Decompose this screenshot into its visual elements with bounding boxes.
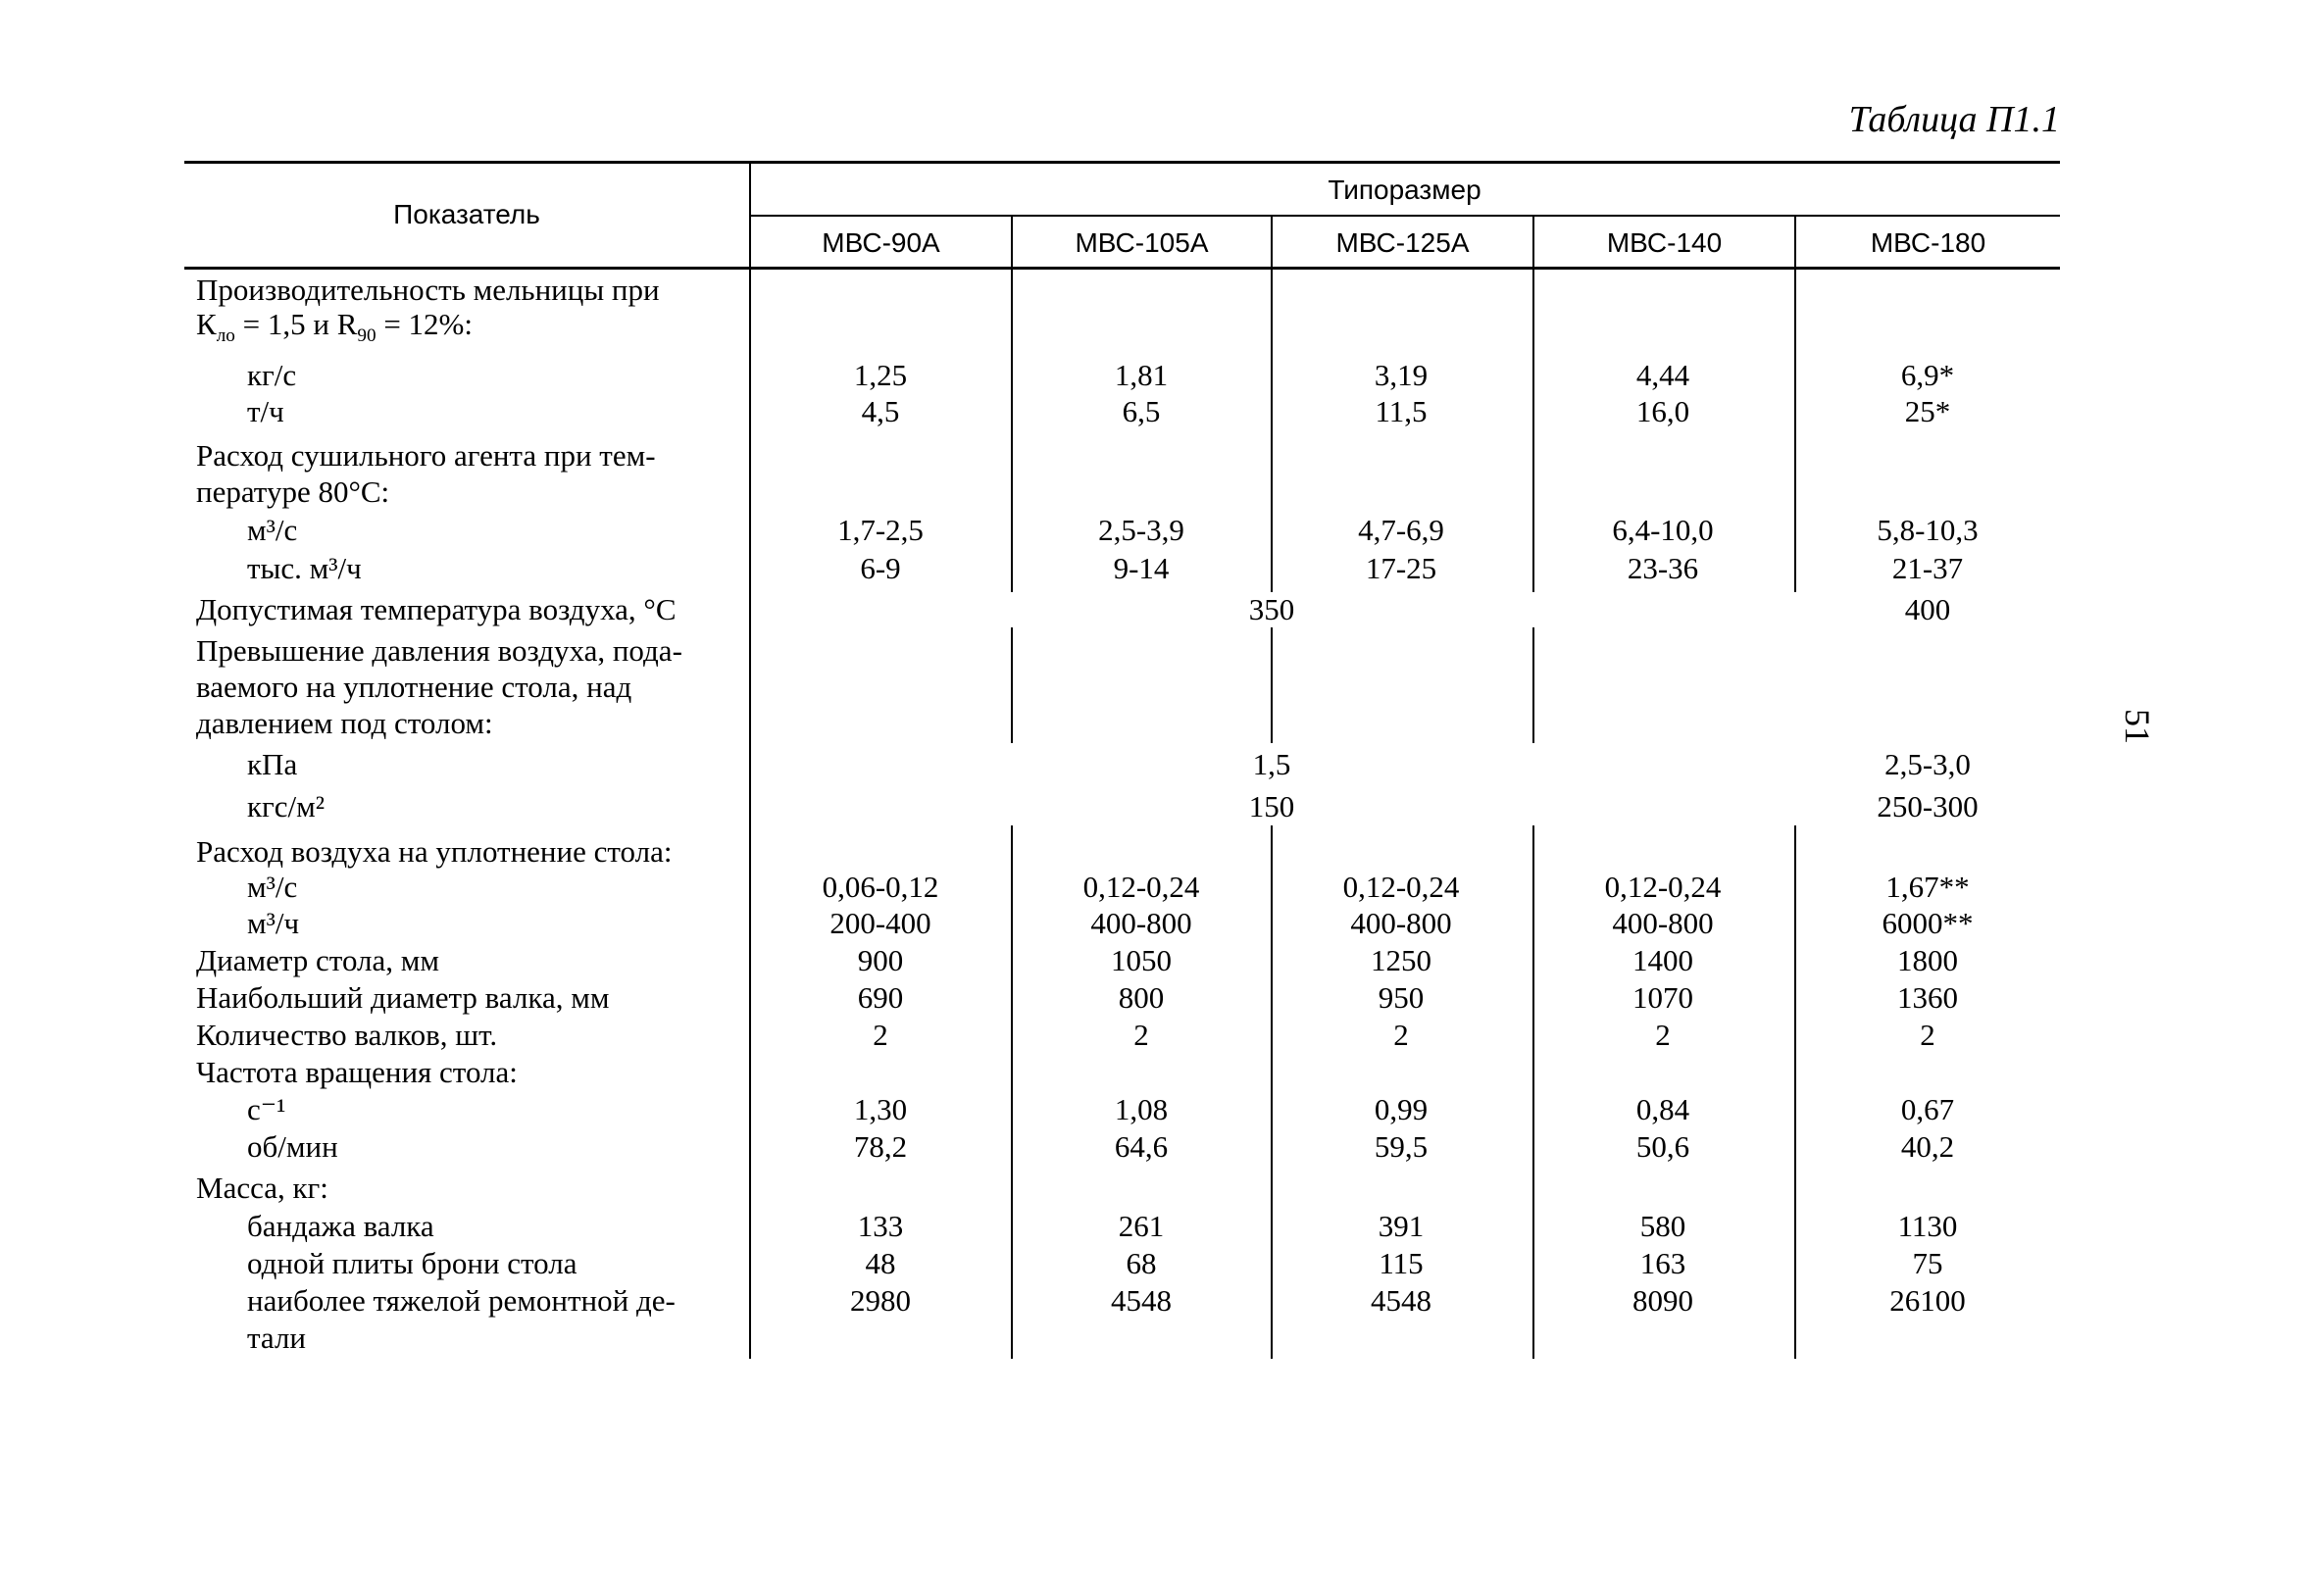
header-model-2: МВС-105А	[1075, 227, 1209, 258]
cell-m3s-1: 1,7-2,5	[837, 513, 924, 547]
row-label-pressure-2: ваемого на уплотнение стола, над	[196, 670, 632, 704]
cell-t-h-1: 4,5	[861, 394, 900, 428]
cell-temperature-180: 400	[1904, 592, 1951, 626]
row-label-freq-s: с⁻¹	[247, 1092, 286, 1126]
col-divider-3	[1532, 215, 1534, 592]
row-label-pressure-3: давлением под столом:	[196, 706, 493, 740]
cell-table-diameter-3: 1250	[1371, 943, 1431, 977]
cell-freq-s-2: 1,08	[1114, 1092, 1169, 1126]
cell-roll-diameter-2: 800	[1118, 980, 1165, 1015]
cell-freq-s-4: 0,84	[1635, 1092, 1690, 1126]
cell-rolls-count-4: 2	[1655, 1018, 1671, 1052]
col-divider-2c	[1271, 825, 1273, 1359]
row-label-rolls-count: Количество валков, шт.	[196, 1018, 498, 1052]
row-label-mass: Масса, кг:	[196, 1171, 328, 1205]
cell-kgs-m2-common: 150	[1248, 789, 1295, 823]
cell-air-m3s-2: 0,12-0,24	[1082, 870, 1200, 904]
cell-bandage-5: 1130	[1897, 1209, 1958, 1243]
col-divider-3c	[1532, 825, 1534, 1359]
cell-bandage-3: 391	[1378, 1209, 1425, 1243]
cell-roll-diameter-3: 950	[1378, 980, 1425, 1015]
cell-roll-diameter-1: 690	[857, 980, 904, 1015]
row-label-heaviest-part-2: тали	[247, 1321, 307, 1355]
row-label-kg-s: кг/с	[247, 358, 297, 392]
row-label-air-m3h: м³/ч	[247, 906, 300, 940]
cell-m3s-3: 4,7-6,9	[1358, 513, 1444, 547]
col-divider-2	[1271, 215, 1273, 592]
row-label-drying: Расход сушильного агента при тем-	[196, 438, 656, 473]
cell-freq-s-3: 0,99	[1374, 1092, 1429, 1126]
cell-kg-s-4: 4,44	[1635, 358, 1690, 392]
cell-air-m3h-1: 200-400	[829, 906, 931, 940]
cell-kg-s-3: 3,19	[1374, 358, 1429, 392]
cell-air-m3s-5: 1,67**	[1885, 870, 1970, 904]
row-label-roll-diameter: Наибольший диаметр валка, мм	[196, 980, 610, 1015]
cell-freq-rpm-1: 78,2	[853, 1129, 908, 1164]
cell-heaviest-5: 26100	[1889, 1283, 1966, 1318]
cell-plate-5: 75	[1912, 1246, 1943, 1280]
header-param: Показатель	[393, 199, 540, 229]
col-divider-4b	[1794, 825, 1796, 1359]
cell-table-diameter-2: 1050	[1111, 943, 1172, 977]
row-label-table-diameter: Диаметр стола, мм	[196, 943, 439, 977]
col-divider-1	[1011, 215, 1013, 592]
cell-freq-rpm-2: 64,6	[1114, 1129, 1169, 1164]
cell-t-h-2: 6,5	[1122, 394, 1161, 428]
cell-kgs-m2-180: 250-300	[1877, 789, 1979, 823]
row-label-frequency: Частота вращения стола:	[196, 1055, 518, 1089]
cell-rolls-count-3: 2	[1393, 1018, 1409, 1052]
cell-heaviest-1: 2980	[850, 1283, 911, 1318]
cell-freq-rpm-3: 59,5	[1374, 1129, 1429, 1164]
row-label-air-m3s: м³/с	[247, 870, 298, 904]
cell-t-h-4: 16,0	[1635, 394, 1690, 428]
row-label-productivity: Производительность мельницы при	[196, 273, 660, 307]
cell-freq-s-5: 0,67	[1900, 1092, 1955, 1126]
cell-kpa-180: 2,5-3,0	[1884, 747, 1971, 781]
cell-heaviest-2: 4548	[1111, 1283, 1172, 1318]
header-model-4: МВС-140	[1606, 227, 1723, 258]
header-model-3: МВС-125А	[1335, 227, 1470, 258]
header-model-5: МВС-180	[1870, 227, 1986, 258]
cell-freq-rpm-5: 40,2	[1900, 1129, 1955, 1164]
cell-freq-s-1: 1,30	[853, 1092, 908, 1126]
col-divider-1b	[1011, 627, 1013, 743]
cell-air-m3s-1: 0,06-0,12	[822, 870, 939, 904]
cell-kg-s-2: 1,81	[1114, 358, 1169, 392]
cell-thous-m3h-3: 17-25	[1365, 551, 1437, 585]
cell-kg-s-5: 6,9*	[1900, 358, 1955, 392]
cell-rolls-count-2: 2	[1133, 1018, 1149, 1052]
row-label-thous-m3h: тыс. м³/ч	[247, 551, 362, 585]
row-label-freq-rpm: об/мин	[247, 1129, 338, 1164]
cell-t-h-3: 11,5	[1375, 394, 1428, 428]
cell-air-m3h-2: 400-800	[1090, 906, 1192, 940]
cell-m3s-4: 6,4-10,0	[1612, 513, 1714, 547]
row-label-t-h: т/ч	[247, 394, 284, 428]
param-column-divider	[749, 163, 751, 1359]
header-model-1: МВС-90А	[822, 227, 940, 258]
cell-kg-s-1: 1,25	[853, 358, 908, 392]
col-divider-2b	[1271, 627, 1273, 743]
cell-bandage-4: 580	[1639, 1209, 1686, 1243]
cell-roll-diameter-5: 1360	[1897, 980, 1958, 1015]
cell-heaviest-3: 4548	[1371, 1283, 1431, 1318]
cell-rolls-count-5: 2	[1920, 1018, 1935, 1052]
cell-m3s-5: 5,8-10,3	[1877, 513, 1979, 547]
header-group: Типоразмер	[1328, 175, 1481, 205]
cell-kpa-common: 1,5	[1252, 747, 1291, 781]
table-title: Таблица П1.1	[1848, 99, 2060, 140]
cell-air-m3h-4: 400-800	[1612, 906, 1714, 940]
cell-thous-m3h-4: 23-36	[1627, 551, 1699, 585]
cell-bandage-2: 261	[1118, 1209, 1165, 1243]
row-label-plate: одной плиты брони стола	[247, 1246, 577, 1280]
row-label-kpa: кПа	[247, 747, 298, 781]
cell-table-diameter-1: 900	[857, 943, 904, 977]
row-label-m3s: м³/с	[247, 513, 298, 547]
cell-air-m3h-3: 400-800	[1350, 906, 1452, 940]
header-bottom-rule	[184, 267, 2060, 270]
header-mid-rule	[749, 215, 2060, 217]
row-label-air: Расход воздуха на уплотнение стола:	[196, 834, 673, 869]
col-divider-1c	[1011, 825, 1013, 1359]
row-label-bandage: бандажа валка	[247, 1209, 434, 1243]
cell-m3s-2: 2,5-3,9	[1098, 513, 1184, 547]
table-top-rule	[184, 161, 2060, 164]
cell-table-diameter-4: 1400	[1632, 943, 1693, 977]
row-label-drying-2: пературе 80°С:	[196, 474, 390, 509]
col-divider-4	[1794, 215, 1796, 592]
cell-thous-m3h-1: 6-9	[860, 551, 901, 585]
cell-thous-m3h-2: 9-14	[1113, 551, 1170, 585]
cell-plate-2: 68	[1126, 1246, 1157, 1280]
cell-temperature-common: 350	[1248, 592, 1295, 626]
cell-t-h-5: 25*	[1904, 394, 1951, 428]
cell-air-m3s-3: 0,12-0,24	[1342, 870, 1460, 904]
cell-air-m3h-5: 6000**	[1882, 906, 1974, 940]
row-label-pressure: Превышение давления воздуха, пода-	[196, 633, 682, 668]
row-label-productivity-cond: $К_{ло} = 1,5$ и $R_{90} = 12\%$:	[196, 307, 473, 347]
cell-roll-diameter-4: 1070	[1632, 980, 1693, 1015]
cell-heaviest-4: 8090	[1632, 1283, 1693, 1318]
cell-bandage-1: 133	[857, 1209, 904, 1243]
cell-freq-rpm-4: 50,6	[1635, 1129, 1690, 1164]
cell-table-diameter-5: 1800	[1897, 943, 1958, 977]
page-number: 51	[2118, 709, 2157, 744]
row-label-kgs-m2: кгс/м²	[247, 789, 326, 823]
row-label-temperature: Допустимая температура воздуха, °С	[196, 592, 677, 626]
cell-rolls-count-1: 2	[873, 1018, 888, 1052]
row-label-heaviest-part: наиболее тяжелой ремонтной де-	[247, 1283, 676, 1318]
cell-thous-m3h-5: 21-37	[1891, 551, 1964, 585]
cell-plate-4: 163	[1639, 1246, 1686, 1280]
cell-plate-1: 48	[865, 1246, 896, 1280]
col-divider-3b	[1532, 627, 1534, 743]
cell-plate-3: 115	[1379, 1246, 1424, 1280]
cell-air-m3s-4: 0,12-0,24	[1604, 870, 1722, 904]
